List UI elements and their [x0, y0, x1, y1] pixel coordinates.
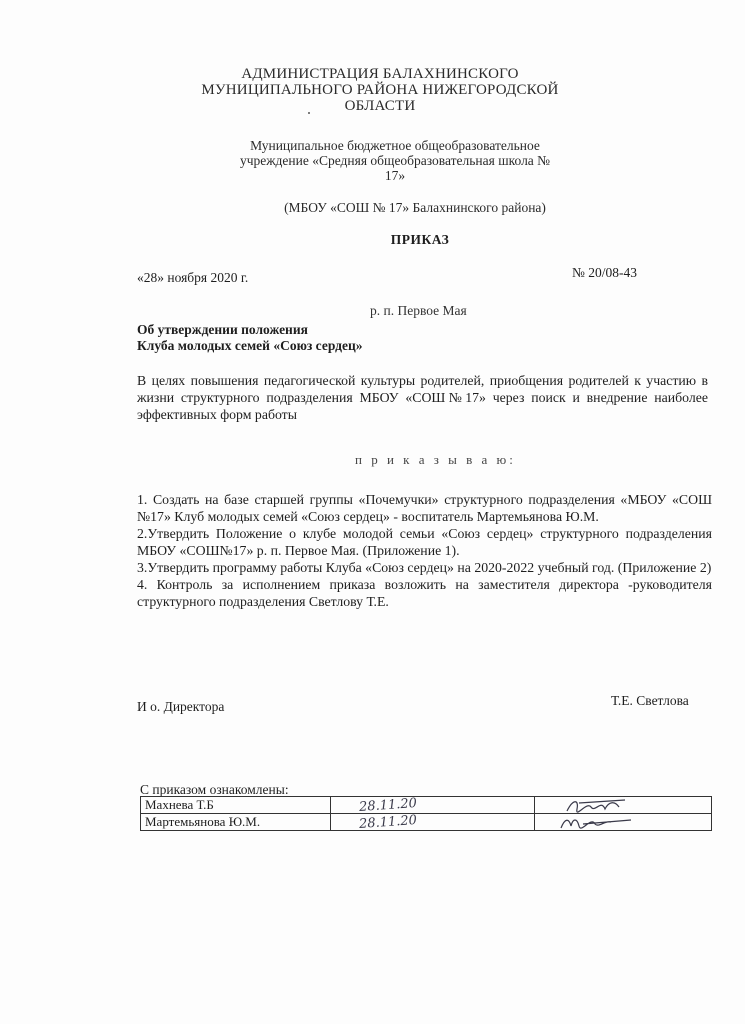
subject-line-1: Об утверждении положения — [137, 322, 308, 337]
acknowledgement-table — [140, 796, 712, 831]
handwritten-date: 28.11.20 — [358, 812, 418, 833]
employee-name: Мартемьянова Ю.М. — [141, 814, 331, 831]
order-subject — [137, 322, 363, 354]
subject-line-2: Клуба молодых семей «Союз сердец» — [137, 338, 363, 353]
handwritten-signature-icon — [539, 814, 659, 830]
order-place: р. п. Первое Мая — [370, 303, 467, 318]
signer-position: И о. Директора — [137, 699, 225, 714]
order-item-1: 1. Создать на базе старшей группы «Почемучки» структурного подразделения «МБОУ «СОШ №17» Клуб молодых семей «Союз сердец» - воспитатель Мартемьянова Ю.М. — [137, 492, 712, 524]
signature-cell — [535, 814, 712, 831]
acknowledgement-title: С приказом ознакомлены: — [140, 782, 289, 797]
order-number: № 20/08-43 — [572, 265, 638, 280]
order-items — [137, 491, 712, 610]
header-line-2: МУНИЦИПАЛЬНОГО РАЙОНА НИЖЕГОРОДСКОЙ — [201, 82, 559, 98]
handwritten-date: 28.11.20 — [358, 795, 418, 816]
order-item-2: 2.Утвердить Положение о клубе молодой семьи «Союз сердец» структурного подразделения МБОУ «СОШ№17» р. п. Первое Мая. (Приложение 1). — [137, 526, 712, 558]
school-name — [210, 138, 580, 183]
order-date: «28» ноября 2020 г. — [137, 270, 249, 285]
table-row — [141, 814, 712, 831]
header-line-3: ОБЛАСТИ — [344, 98, 416, 114]
signer-name: Т.Е. Светлова — [611, 693, 689, 708]
order-item-4: 4. Контроль за исполнением приказа возложить на заместителя директора -руководителя структурного подразделения Светлову Т.Е. — [137, 577, 712, 609]
table-row — [141, 797, 712, 814]
employee-name: Махнева Т.Б — [141, 797, 331, 814]
school-line-3: 17» — [384, 168, 406, 183]
scan-speck — [308, 112, 310, 114]
command-word: п р и к а з ы в а ю: — [355, 452, 516, 467]
acknowledgement-date-cell — [330, 797, 534, 814]
school-short-name: (МБОУ «СОШ № 17» Балахнинского района) — [284, 200, 546, 215]
school-line-2: учреждение «Средняя общеобразовательная школа № — [239, 153, 551, 168]
issuing-authority-header — [170, 66, 590, 114]
preamble-paragraph: В целях повышения педагогической культуры родителей, приобщения родителей к участию в жизни структурного подразделения МБОУ «СОШ№17» через поиск и внедрение наиболее эффективных форм работы — [137, 373, 708, 422]
school-line-1: Муниципальное бюджетное общеобразовательное — [250, 138, 540, 153]
order-item-3: 3.Утвердить программу работы Клуба «Союз сердец» на 2020-2022 учебный год. (Приложение 2) — [137, 560, 712, 575]
order-title: ПРИКАЗ — [390, 232, 450, 247]
signature-cell — [535, 797, 712, 814]
header-line-1: АДМИНИСТРАЦИЯ БАЛАХНИНСКОГО — [241, 66, 519, 82]
acknowledgement-date-cell — [330, 814, 534, 831]
handwritten-signature-icon — [539, 797, 659, 813]
